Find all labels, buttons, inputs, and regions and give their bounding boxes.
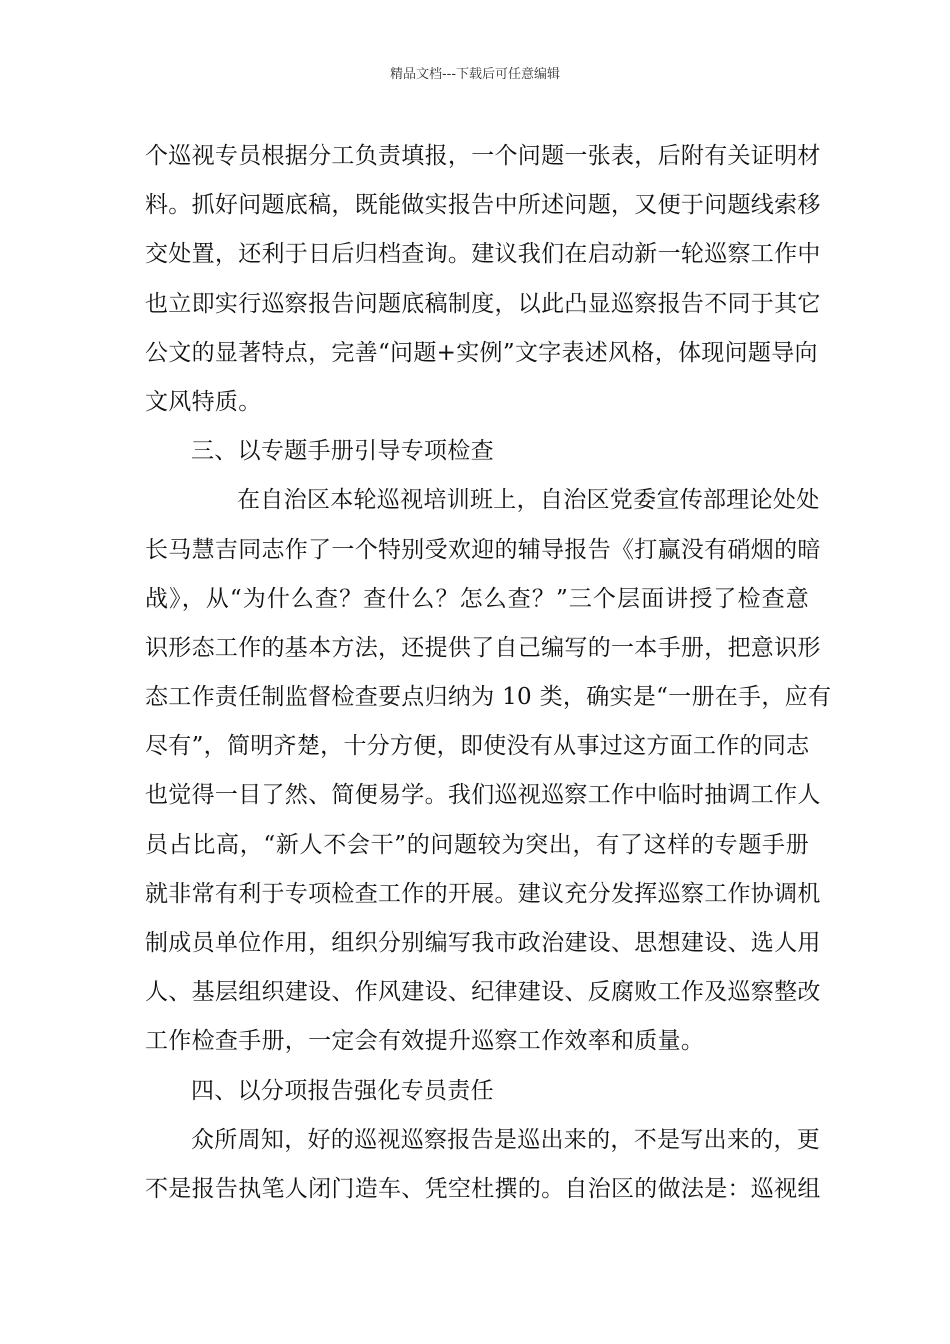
body-line: 就非常有利于专项检查工作的开展。建议充分发挥巡察工作协调机 (145, 880, 821, 907)
body-line: 个巡视专员根据分工负责填报，一个问题一张表，后附有关证明材 (145, 143, 821, 169)
body-line: 众所周知，好的巡视巡察报告是巡出来的，不是写出来的，更 (191, 1126, 821, 1153)
body-line: 人、基层组织建设、作风建设、纪律建设、反腐败工作及巡察整改 (145, 979, 821, 1006)
section-heading: 三、以专题手册引导专项检查 (191, 438, 494, 465)
section-heading: 四、以分项报告强化专员责任 (191, 1077, 494, 1104)
body-line: 态工作责任制监督检查要点归纳为 10 类，确实是“一册在手，应有 (145, 684, 832, 711)
document-body (145, 132, 832, 1214)
body-line: 战》，从“为什么查？查什么？怎么查？”三个层面讲授了检查意 (145, 585, 809, 612)
body-line: 也觉得一目了然、简便易学。我们巡视巡察工作中临时抽调工作人 (145, 782, 821, 809)
body-line: 尽有”，简明齐楚，十分方便，即使没有从事过这方面工作的同志 (145, 733, 810, 760)
body-line: 不是报告执笔人闭门造车、凭空杜撰的。自治区的做法是：巡视组 (145, 1175, 821, 1202)
body-line: 员占比高，“新人不会干”的问题较为突出，有了这样的专题手册 (145, 831, 809, 858)
body-line: 制成员单位作用，组织分别编写我市政治建设、思想建设、选人用 (145, 930, 821, 956)
body-line: 也立即实行巡察报告问题底稿制度，以此凸显巡察报告不同于其它 (145, 290, 821, 317)
body-line: 识形态工作的基本方法，还提供了自己编写的一本手册，把意识形 (145, 634, 821, 661)
body-line: 交处置，还利于日后归档查询。建议我们在启动新一轮巡察工作中 (145, 241, 821, 268)
body-line: 工作检查手册，一定会有效提升巡察工作效率和质量。 (145, 1028, 705, 1055)
body-line: 公文的显著特点，完善“问题+实例”文字表述风格，体现问题导向 (145, 339, 818, 366)
body-line: 料。抓好问题底稿，既能做实报告中所述问题，又便于问题线索移 (145, 192, 821, 219)
body-line: 在自治区本轮巡视培训班上，自治区党委宣传部理论处处 (237, 487, 820, 514)
body-line: 文风特质。 (145, 388, 262, 415)
body-line: 长马慧吉同志作了一个特别受欢迎的辅导报告《打赢没有硝烟的暗 (145, 536, 821, 563)
page-header: 精品文档---下载后可任意编辑 (389, 67, 561, 82)
